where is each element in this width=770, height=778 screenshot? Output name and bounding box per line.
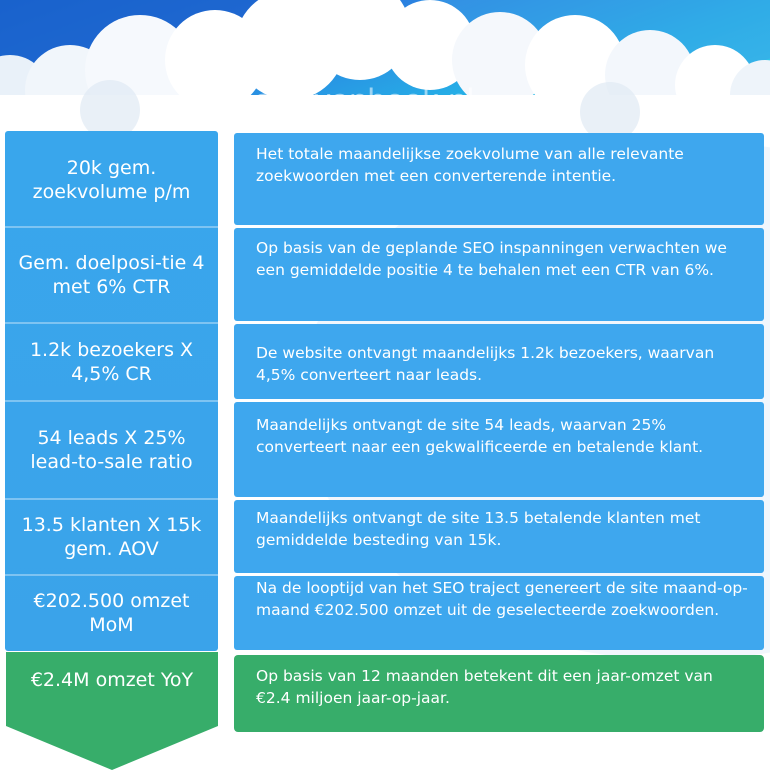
right-cell-visitors: De website ontvangt maandelijks 1.2k bezoekers, waarvan 4,5% converteert naar leads. <box>234 324 764 399</box>
left-cell-customers: 13.5 klanten X 15k gem. AOV <box>21 514 202 560</box>
watermark-text: Kevinvanbeek.nl <box>232 82 475 118</box>
left-cell-visitors: 1.2k bezoekers X 4,5% CR <box>29 339 194 385</box>
right-cell-target-position: Op basis van de geplande SEO inspanningen verwachten we een gemiddelde positie 4 te behalen met een CTR van 6%. <box>234 228 764 321</box>
right-cell-leads: Maandelijks ontvangt de site 54 leads, waarvan 25% converteert naar een gekwalificeerde en betalende klant. <box>234 402 764 497</box>
right-cell-revenue-mom: Na de looptijd van het SEO traject genereert de site maand-op-maand €202.500 omzet uit de geselecteerde zoekwoorden. <box>234 576 764 650</box>
left-cell-target-position: Gem. doelposi-tie 4 met 6% CTR <box>18 252 205 298</box>
clouds <box>0 0 770 140</box>
result-label: €2.4M omzet YoY <box>30 669 194 691</box>
result-description: Op basis van 12 maanden betekent dit een jaar-omzet van €2.4 miljoen jaar-op-jaar. <box>234 655 764 732</box>
right-cell-search-volume: Het totale maandelijkse zoekvolume van alle relevante zoekwoorden met een converterende intentie. <box>234 133 764 225</box>
left-cell-search-volume: 20k gem. zoekvolume p/m <box>32 157 191 203</box>
right-cell-customers: Maandelijks ontvangt de site 13.5 betalende klanten met gemiddelde besteding van 15k. <box>234 500 764 573</box>
left-cell-revenue-mom: €202.500 omzet MoM <box>33 590 190 636</box>
left-cell-leads: 54 leads X 25% lead-to-sale ratio <box>30 427 193 473</box>
